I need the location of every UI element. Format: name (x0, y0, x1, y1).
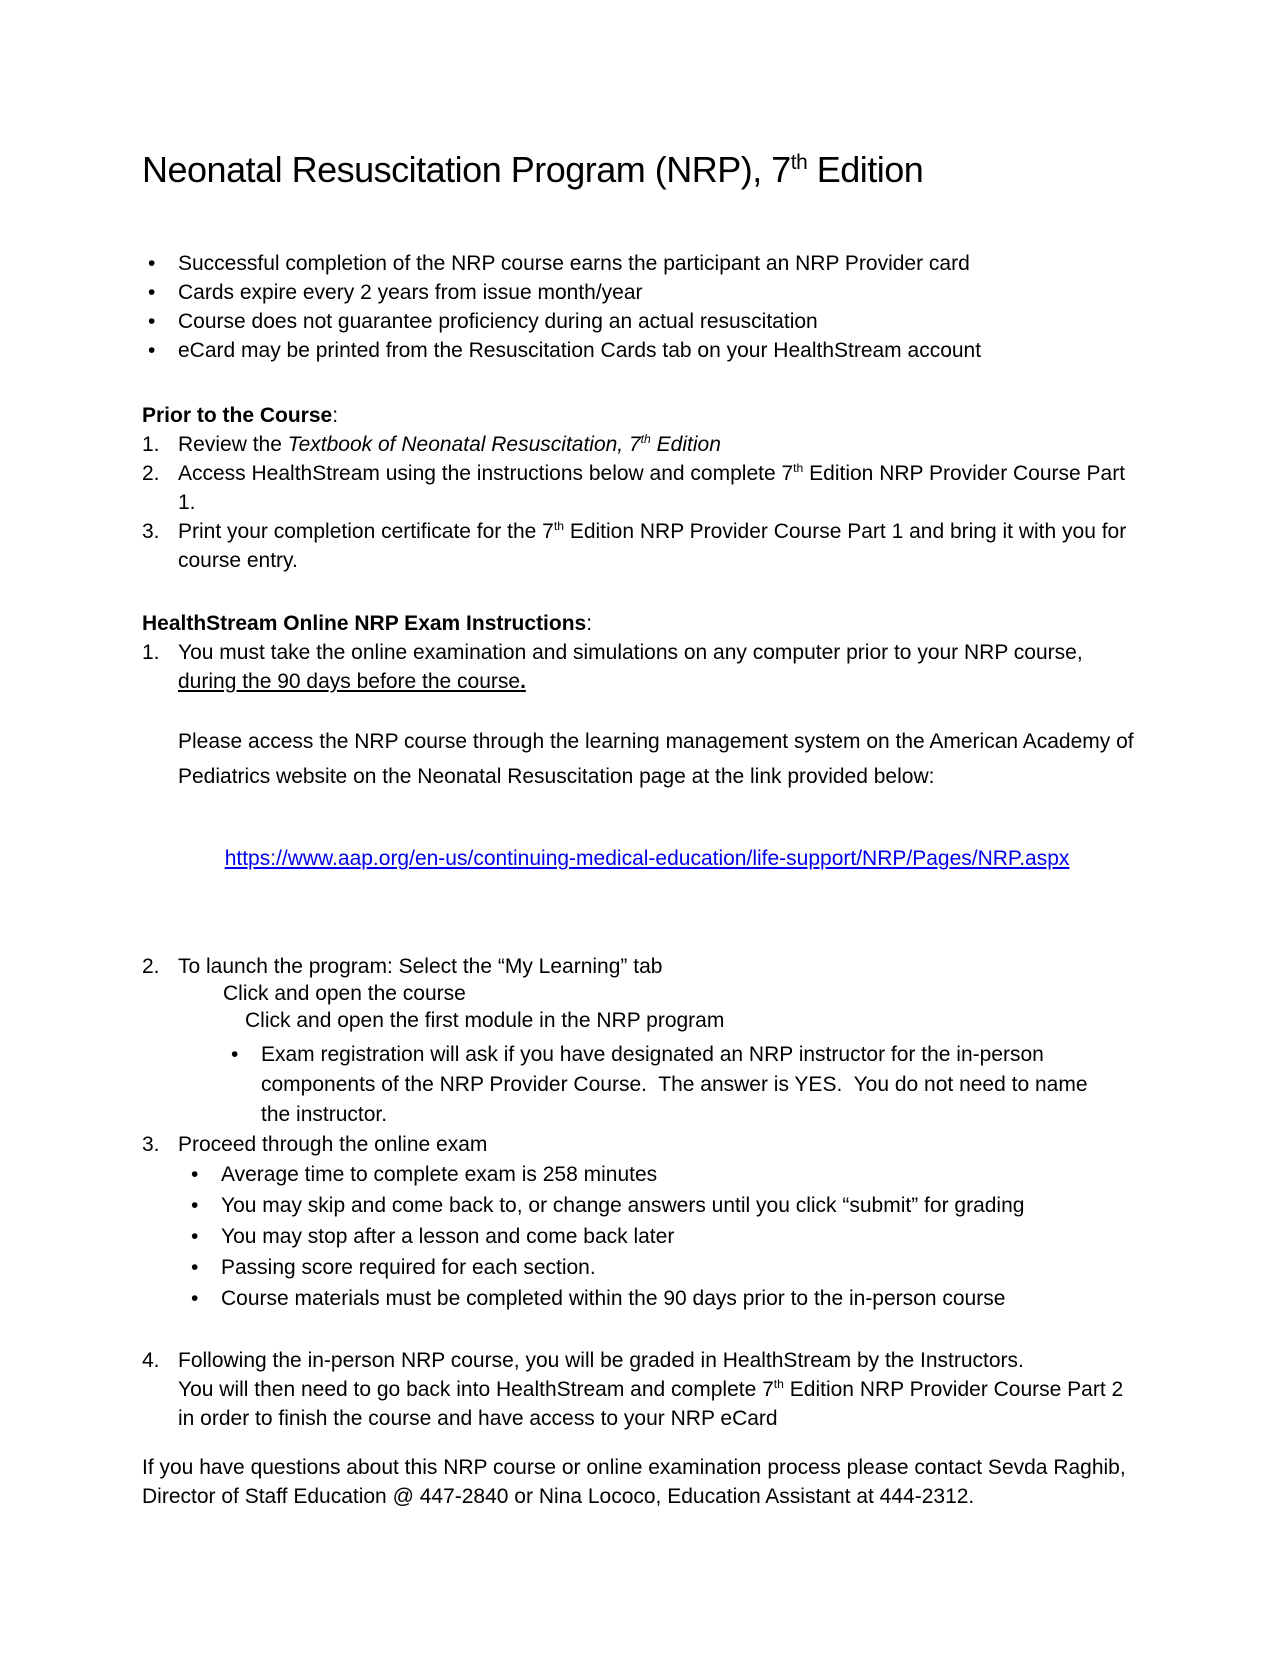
bullet-icon: • (148, 310, 156, 333)
item-text (178, 953, 724, 1034)
text-line: Pediatrics website on the Neonatal Resuscitation page at the link provided below: (178, 765, 935, 788)
list-item (142, 336, 1190, 365)
page-title-suffix: Edition (807, 149, 924, 190)
item-number: 1. (142, 433, 160, 456)
bullet-text: Successful completion of the NRP course earns the participant an NRP Provider card (178, 252, 970, 275)
text-line: To launch the program: Select the “My Learning” tab (178, 955, 663, 978)
book-title-suffix: Edition (650, 433, 721, 456)
text-line (178, 430, 721, 459)
superscript: th (793, 461, 804, 475)
text-line: components of the NRP Provider Course. The answer is YES. You do not need to name (261, 1073, 1088, 1096)
text-segment: Access HealthStream using the instructions below and complete 7 (178, 462, 794, 485)
book-title: Textbook of Neonatal Resuscitation, 7 (287, 433, 641, 456)
item-number: 3. (142, 520, 160, 543)
sub-bullet-item (142, 1283, 1190, 1314)
bullet-icon: • (191, 1256, 199, 1279)
heading-text: Prior to the Course (142, 404, 333, 427)
text-line: You must take the online examination and simulations on any computer prior to your NRP course, (178, 641, 1083, 664)
text-line: the instructor. (261, 1103, 388, 1126)
bullet-text: You may stop after a lesson and come back later (221, 1225, 675, 1248)
numbered-item (142, 517, 1190, 575)
bullet-text: Cards expire every 2 years from issue month/year (178, 281, 643, 304)
heading-colon: : (586, 612, 593, 635)
bullet-text: eCard may be printed from the Resuscitation Cards tab on your HealthStream account (178, 339, 982, 362)
bullet-icon: • (191, 1194, 199, 1217)
prior-numbered-list (142, 430, 1190, 575)
bullet-text: Passing score required for each section. (221, 1256, 596, 1279)
text-line: Proceed through the online exam (178, 1133, 488, 1156)
text-line: Exam registration will ask if you have designated an NRP instructor for the in-person (261, 1043, 1044, 1066)
numbered-item (142, 1130, 1190, 1159)
link-line (178, 815, 1134, 902)
sub-bullet-item (142, 1159, 1190, 1190)
title-superscript: th (790, 151, 808, 174)
list-item (142, 278, 1190, 307)
text-line: Following the in-person NRP course, you will be graded in HealthStream by the Instructors. (178, 1349, 1024, 1372)
bullet-icon: • (148, 281, 156, 304)
text-segment: Edition NRP Provider Course Part 1 and bring it with you for (564, 520, 1127, 543)
sub-bullet-item (142, 1040, 1190, 1130)
text-segment: You will then need to go back into HealthStream and complete 7 (178, 1378, 774, 1401)
page-title-text: Neonatal Resuscitation Program (NRP), 7 (142, 149, 791, 190)
superscript: th (773, 1377, 784, 1391)
text-line (178, 1375, 1123, 1404)
text-segment: Review the (178, 433, 288, 456)
text-line: Click and open the first module in the NRP program (245, 1009, 725, 1032)
contact-paragraph (142, 1453, 1190, 1511)
text-line: course entry. (178, 549, 298, 572)
sub-bullet-item (142, 1221, 1190, 1252)
nrp-course-link[interactable]: https://www.aap.org/en-us/continuing-medical-education/life-support/NRP/Pages/NRP.aspx (224, 847, 1070, 870)
underlined-phrase: during the 90 days before the course (178, 670, 521, 693)
item-number: 2. (142, 462, 160, 485)
bullet-text: Course materials must be completed within the 90 days prior to the in-person course (221, 1287, 1006, 1310)
underlined-period: . (520, 670, 526, 693)
bullet-icon: • (148, 339, 156, 362)
intro-bullet-list (142, 249, 1190, 365)
text-line: Please access the NRP course through the learning management system on the American Academy of (178, 730, 1134, 753)
bullet-text: Course does not guarantee proficiency during an actual resuscitation (178, 310, 818, 333)
bullet-icon: • (191, 1163, 199, 1186)
text-line: If you have questions about this NRP course or online examination process please contact Sevda Raghib, (142, 1456, 1126, 1479)
sub-bullet-item (142, 1252, 1190, 1283)
item-number: 3. (142, 1133, 160, 1156)
numbered-item (142, 953, 1190, 1034)
text-line: Director of Staff Education @ 447-2840 or Nina Lococo, Education Assistant at 444-2312. (142, 1485, 975, 1508)
item-text (178, 1346, 1123, 1433)
item-text (178, 459, 1125, 517)
exam-detail-bullets (142, 1159, 1190, 1314)
list-item (142, 249, 1190, 278)
bullet-icon: • (231, 1043, 239, 1066)
list-item (142, 307, 1190, 336)
section-heading-exam-instructions (142, 609, 1190, 638)
text-line (178, 667, 1134, 696)
text-line: Click and open the course (223, 982, 466, 1005)
item-text (261, 1040, 1088, 1130)
text-segment: Edition NRP Provider Course Part (803, 462, 1126, 485)
text-line: 1. (178, 491, 196, 514)
numbered-item (142, 638, 1190, 902)
superscript: th (553, 519, 564, 533)
bullet-icon: • (148, 252, 156, 275)
access-paragraph (178, 724, 1134, 794)
numbered-item (142, 459, 1190, 517)
item-text (178, 638, 1134, 902)
bullet-icon: • (191, 1225, 199, 1248)
numbered-item (142, 1346, 1190, 1433)
item-number: 4. (142, 1349, 160, 1372)
heading-text: HealthStream Online NRP Exam Instructions (142, 612, 587, 635)
text-segment: Print your completion certificate for the 7 (178, 520, 554, 543)
item-text (178, 517, 1126, 575)
text-line (178, 517, 1126, 546)
superscript: th (640, 432, 651, 446)
text-line: in order to finish the course and have access to your NRP eCard (178, 1407, 778, 1430)
bullet-text: Average time to complete exam is 258 minutes (221, 1163, 658, 1186)
numbered-item (142, 430, 1190, 459)
bullet-icon: • (191, 1287, 199, 1310)
item-text (178, 430, 721, 459)
text-segment: Edition NRP Provider Course Part 2 (783, 1378, 1124, 1401)
page-title (142, 147, 1190, 193)
launch-program-item (142, 953, 1190, 1130)
text-line (178, 459, 1125, 488)
item-number: 2. (142, 955, 160, 978)
section-heading-prior-to-course (142, 401, 1190, 430)
item-number: 1. (142, 641, 160, 664)
bullet-text: You may skip and come back to, or change answers until you click “submit” for grading (221, 1194, 1025, 1217)
heading-colon: : (332, 404, 339, 427)
sub-bullet-item (142, 1190, 1190, 1221)
